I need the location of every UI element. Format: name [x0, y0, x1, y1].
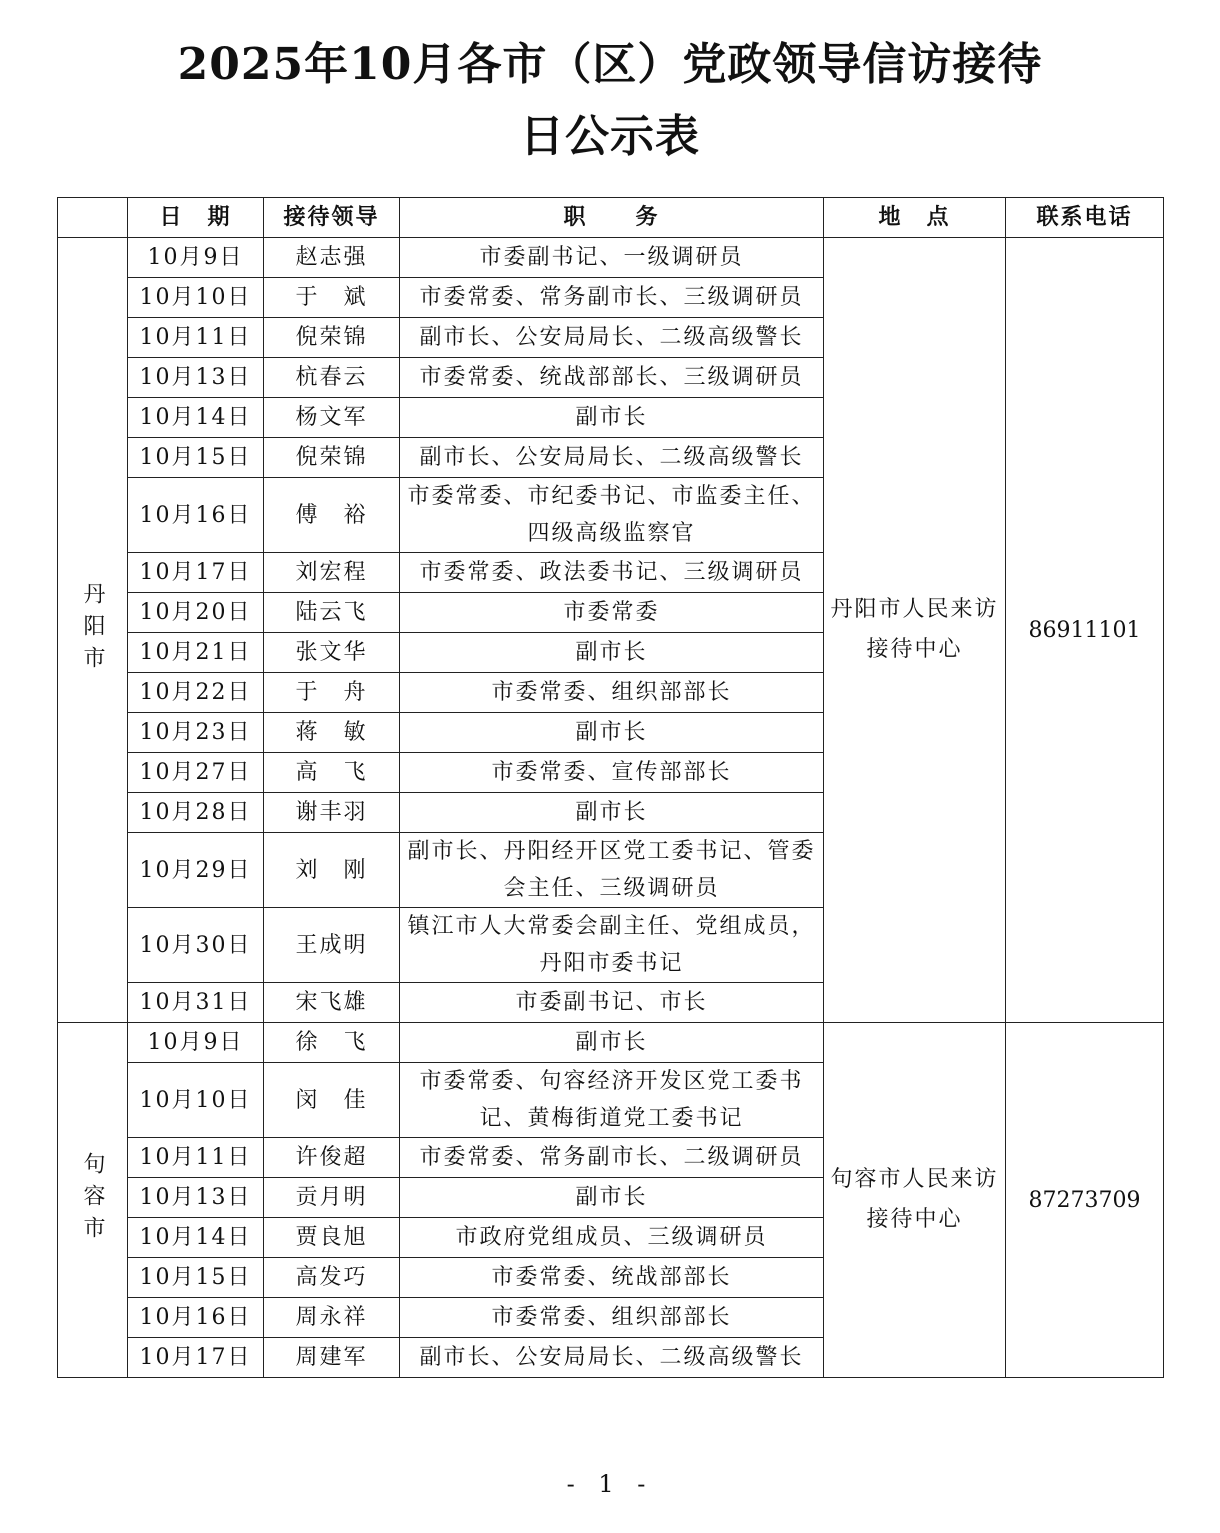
date-cell: 10月30日 — [128, 908, 264, 983]
date-cell: 10月23日 — [128, 713, 264, 753]
leader-cell: 贡月明 — [264, 1178, 400, 1218]
leader-cell: 杭春云 — [264, 358, 400, 398]
position-cell: 副市长 — [400, 1178, 824, 1218]
city-cell: 丹阳市 — [58, 238, 128, 1023]
date-cell: 10月14日 — [128, 1218, 264, 1258]
date-cell: 10月20日 — [128, 593, 264, 633]
header-location: 地 点 — [824, 198, 1006, 238]
leader-cell: 闵 佳 — [264, 1063, 400, 1138]
leader-cell: 许俊超 — [264, 1138, 400, 1178]
leader-cell: 徐 飞 — [264, 1023, 400, 1063]
date-cell: 10月15日 — [128, 438, 264, 478]
position-cell: 副市长、公安局局长、二级高级警长 — [400, 318, 824, 358]
position-cell: 市委常委、组织部部长 — [400, 1298, 824, 1338]
date-cell: 10月16日 — [128, 1298, 264, 1338]
position-cell: 市委常委、统战部部长 — [400, 1258, 824, 1298]
position-cell: 副市长、公安局局长、二级高级警长 — [400, 1338, 824, 1378]
leader-cell: 高发巧 — [264, 1258, 400, 1298]
position-cell: 市委常委、常务副市长、三级调研员 — [400, 278, 824, 318]
position-cell: 副市长、公安局局长、二级高级警长 — [400, 438, 824, 478]
city-cell: 句容市 — [58, 1023, 128, 1378]
position-cell: 市委副书记、一级调研员 — [400, 238, 824, 278]
leader-cell: 于 斌 — [264, 278, 400, 318]
position-cell: 市政府党组成员、三级调研员 — [400, 1218, 824, 1258]
date-cell: 10月17日 — [128, 553, 264, 593]
table-header-row — [58, 198, 1164, 238]
header-city — [58, 198, 128, 238]
phone-cell: 87273709 — [1006, 1023, 1164, 1378]
position-cell: 市委常委、常务副市长、二级调研员 — [400, 1138, 824, 1178]
position-cell: 副市长、丹阳经开区党工委书记、管委会主任、三级调研员 — [400, 833, 824, 908]
leader-cell: 倪荣锦 — [264, 318, 400, 358]
date-cell: 10月29日 — [128, 833, 264, 908]
location-cell: 丹阳市人民来访接待中心 — [824, 238, 1006, 1023]
date-cell: 10月13日 — [128, 358, 264, 398]
leader-cell: 杨文军 — [264, 398, 400, 438]
document-title-line2: 日公示表 — [520, 111, 700, 162]
leader-cell: 周永祥 — [264, 1298, 400, 1338]
position-cell: 副市长 — [400, 1023, 824, 1063]
date-cell: 10月15日 — [128, 1258, 264, 1298]
table-row — [58, 238, 1164, 278]
location-cell: 句容市人民来访接待中心 — [824, 1023, 1006, 1378]
position-cell: 市委常委、政法委书记、三级调研员 — [400, 553, 824, 593]
table-row — [58, 1023, 1164, 1063]
date-cell: 10月10日 — [128, 1063, 264, 1138]
leader-cell: 贾良旭 — [264, 1218, 400, 1258]
header-position: 职 务 — [400, 198, 824, 238]
page-number: - 1 - — [566, 1470, 654, 1498]
leader-cell: 倪荣锦 — [264, 438, 400, 478]
date-cell: 10月31日 — [128, 983, 264, 1023]
leader-cell: 陆云飞 — [264, 593, 400, 633]
leader-cell: 张文华 — [264, 633, 400, 673]
header-leader: 接待领导 — [264, 198, 400, 238]
date-cell: 10月9日 — [128, 238, 264, 278]
document-title-line1: 2025年10月各市（区）党政领导信访接待 — [177, 39, 1043, 90]
date-cell: 10月21日 — [128, 633, 264, 673]
date-cell: 10月17日 — [128, 1338, 264, 1378]
position-cell: 市委常委、市纪委书记、市监委主任、四级高级监察官 — [400, 478, 824, 553]
leader-cell: 傅 裕 — [264, 478, 400, 553]
position-cell: 副市长 — [400, 713, 824, 753]
leader-cell: 宋飞雄 — [264, 983, 400, 1023]
date-cell: 10月10日 — [128, 278, 264, 318]
date-cell: 10月11日 — [128, 1138, 264, 1178]
position-cell: 市委常委 — [400, 593, 824, 633]
position-cell: 副市长 — [400, 793, 824, 833]
date-cell: 10月13日 — [128, 1178, 264, 1218]
leader-cell: 赵志强 — [264, 238, 400, 278]
date-cell: 10月9日 — [128, 1023, 264, 1063]
position-cell: 市委常委、句容经济开发区党工委书记、黄梅街道党工委书记 — [400, 1063, 824, 1138]
leader-cell: 高 飞 — [264, 753, 400, 793]
leader-cell: 周建军 — [264, 1338, 400, 1378]
date-cell: 10月27日 — [128, 753, 264, 793]
header-phone: 联系电话 — [1006, 198, 1164, 238]
phone-cell: 86911101 — [1006, 238, 1164, 1023]
date-cell: 10月16日 — [128, 478, 264, 553]
leader-cell: 王成明 — [264, 908, 400, 983]
leader-cell: 蒋 敏 — [264, 713, 400, 753]
position-cell: 副市长 — [400, 398, 824, 438]
leader-cell: 刘 刚 — [264, 833, 400, 908]
date-cell: 10月28日 — [128, 793, 264, 833]
date-cell: 10月22日 — [128, 673, 264, 713]
position-cell: 副市长 — [400, 633, 824, 673]
position-cell: 市委副书记、市长 — [400, 983, 824, 1023]
date-cell: 10月14日 — [128, 398, 264, 438]
position-cell: 镇江市人大常委会副主任、党组成员，丹阳市委书记 — [400, 908, 824, 983]
position-cell: 市委常委、宣传部部长 — [400, 753, 824, 793]
header-date: 日 期 — [128, 198, 264, 238]
leader-cell: 刘宏程 — [264, 553, 400, 593]
leader-cell: 于 舟 — [264, 673, 400, 713]
position-cell: 市委常委、统战部部长、三级调研员 — [400, 358, 824, 398]
position-cell: 市委常委、组织部部长 — [400, 673, 824, 713]
date-cell: 10月11日 — [128, 318, 264, 358]
reception-schedule-table — [57, 197, 1164, 1378]
leader-cell: 谢丰羽 — [264, 793, 400, 833]
